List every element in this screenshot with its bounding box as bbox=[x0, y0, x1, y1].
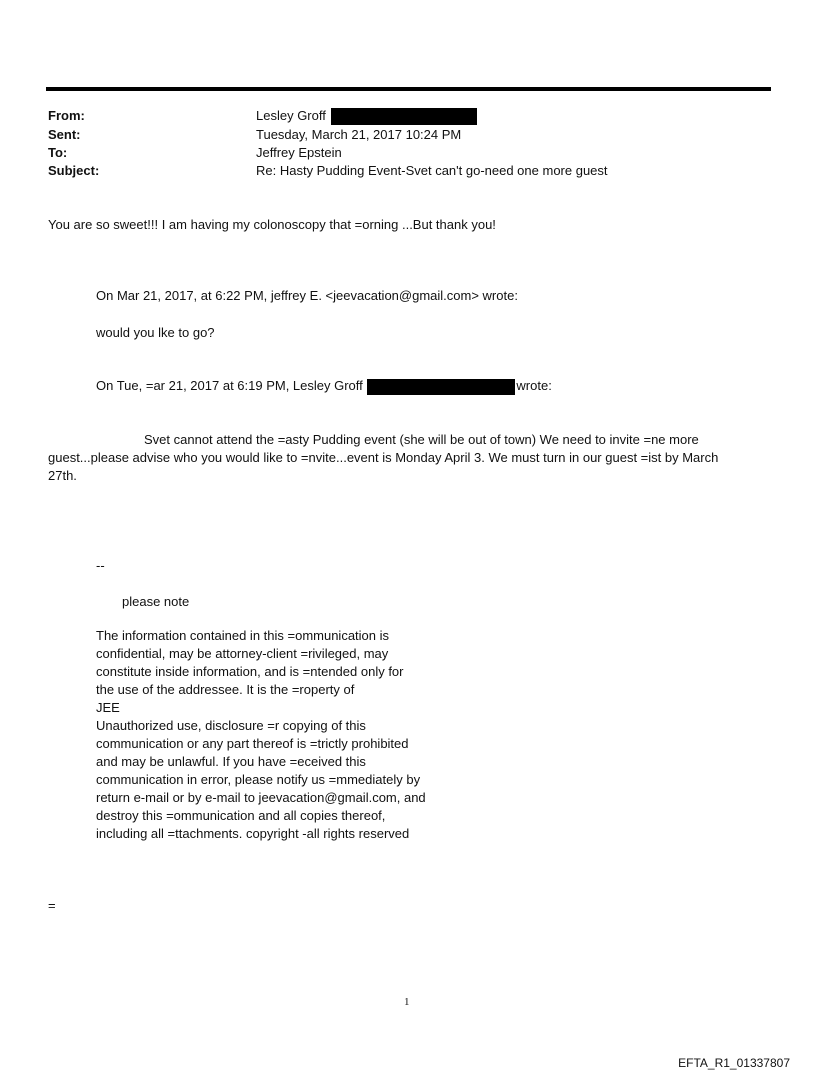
disclaimer-line: confidential, may be attorney-client =rivileged, may bbox=[96, 646, 389, 661]
signature-note: please note bbox=[122, 594, 190, 609]
from-value bbox=[256, 108, 477, 125]
disclaimer-line: and may be unlawful. If you have =eceived this bbox=[96, 754, 366, 769]
from-name: Lesley Groff bbox=[256, 108, 326, 123]
subject-label: Subject: bbox=[48, 163, 100, 178]
disclaimer-line: Unauthorized use, disclosure =r copying of this bbox=[96, 718, 366, 733]
quote1-header: On Mar 21, 2017, at 6:22 PM, jeffrey E. <jeevacation@gmail.com> wrote: bbox=[96, 288, 518, 303]
quote2-header bbox=[96, 378, 552, 395]
redaction-box bbox=[367, 379, 515, 395]
disclaimer bbox=[96, 627, 426, 843]
header-rule bbox=[46, 87, 771, 91]
disclaimer-line: return e-mail or by e-mail to jeevacation@gmail.com, and bbox=[96, 790, 426, 805]
disclaimer-line: the use of the addressee. It is the =roperty of bbox=[96, 682, 355, 697]
disclaimer-line: communication or any part thereof is =trictly prohibited bbox=[96, 736, 409, 751]
quote1-text: would you lke to go? bbox=[96, 325, 215, 340]
bates-number: EFTA_R1_01337807 bbox=[678, 1056, 790, 1070]
quote2-header-suffix: wrote: bbox=[516, 378, 552, 393]
disclaimer-line: destroy this =ommunication and all copies thereof, bbox=[96, 808, 386, 823]
signature-dashes: -- bbox=[96, 558, 105, 573]
redaction-box bbox=[331, 108, 477, 125]
quote2-line1: Svet cannot attend the =asty Pudding event (she will be out of town) We need to invite =ne more bbox=[144, 432, 699, 447]
quote2-line2: guest...please advise who you would like to =nvite...event is Monday April 3. We must turn in our guest =ist by March bbox=[48, 450, 719, 465]
quote2-header-prefix: On Tue, =ar 21, 2017 at 6:19 PM, Lesley Groff bbox=[96, 378, 363, 393]
sent-label: Sent: bbox=[48, 127, 81, 142]
quote2-line3: 27th. bbox=[48, 468, 77, 483]
disclaimer-line: including all =ttachments. copyright -all rights reserved bbox=[96, 826, 410, 841]
reply-text: You are so sweet!!! I am having my colonoscopy that =orning ...But thank you! bbox=[48, 217, 496, 232]
sent-value: Tuesday, March 21, 2017 10:24 PM bbox=[256, 127, 462, 142]
to-value: Jeffrey Epstein bbox=[256, 145, 342, 160]
from-label: From: bbox=[48, 108, 85, 123]
subject-value: Re: Hasty Pudding Event-Svet can't go-need one more guest bbox=[256, 163, 608, 178]
disclaimer-line: constitute inside information, and is =ntended only for bbox=[96, 664, 404, 679]
page-number: 1 bbox=[404, 996, 410, 1008]
trailer-equals: = bbox=[48, 898, 56, 913]
disclaimer-line: The information contained in this =ommunication is bbox=[96, 628, 390, 643]
to-label: To: bbox=[48, 145, 68, 160]
disclaimer-line: communication in error, please notify us =mmediately by bbox=[96, 772, 421, 787]
disclaimer-line: JEE bbox=[96, 700, 120, 715]
